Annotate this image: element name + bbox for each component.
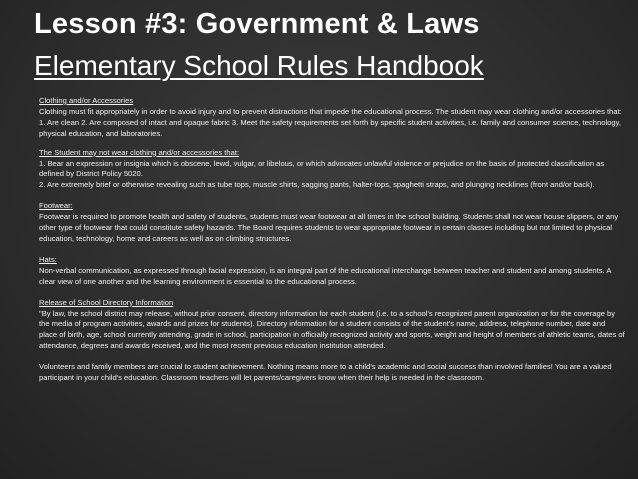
footwear-heading: Footwear: xyxy=(39,201,73,211)
not-wear-paragraph-1: 1. Bear an expression or insignia which is obscene, lewd, vulgar, or libelous, or which advocates unlawful violence or prejudice on the basis of protected classification as defined by District Policy 5020. xyxy=(39,158,605,179)
directory-heading: Release of School Directory Information xyxy=(39,297,174,307)
not-wear-heading: The Student may not wear clothing and/or accessories that: xyxy=(39,147,240,157)
slide-title: Lesson #3: Government & Laws xyxy=(34,8,480,40)
clothing-heading: Clothing and/or Accessories xyxy=(39,96,134,105)
directory-paragraph: "By law, the school district may release, without prior consent, directory information for each student (i.e. to a school's recognized parent organization or for the coverage by the media of program activities, awards and prizes for students). Directory information for a student consists of the student's name, address, telephone number, date and place of birth, age, school currently attending, grade in school, participation in officially recognized activity and sports, weight and height of members of athletic teams, dates of attendance, degrees and awards received, and the most recent previous education institution attended. xyxy=(39,308,625,351)
footwear-paragraph: Footwear is required to promote health and safety of students, students must wear footwear at all times in the school building. Students shall not wear house slippers, or any other type of footwear that could constitute safety hazards. The Board requires students to wear appropriate footwear in certain classes including but not limited to physical education, technology, home and careers as well as on climbing structures. xyxy=(39,212,619,243)
hats-paragraph: Non-verbal communication, as expressed through facial expression, is an integral part of the educational interchange between teacher and student and among students. A clear view of one another and the learning environment is essential to the educational process. xyxy=(39,265,611,286)
not-wear-paragraph-2: 2. Are extremely brief or otherwise revealing such as tube tops, muscle shirts, sagging pants, halter-tops, spaghetti straps, and plunging necklines (front and/or back). xyxy=(39,180,595,190)
clothing-paragraph-2: 1. Are clean 2. Are composed of intact and opaque fabric 3. Meet the safety requirements set forth by specific student activities, i.e. family and consumer science, technology, physical education, and laboratories. xyxy=(39,117,621,138)
hats-heading: Hats: xyxy=(39,254,57,264)
clothing-paragraph-1: Clothing must fit appropriately in order to avoid injury and to prevent distractions that impede the educational process. The student may wear clothing and/or accessories that: xyxy=(39,106,622,116)
slide-subtitle: Elementary School Rules Handbook xyxy=(34,50,484,81)
slide-content xyxy=(39,96,625,384)
volunteers-paragraph: Volunteers and family members are crucial to student achievement. Nothing means more to a child's academic and social success than involved families! You are a valued participant in your child's education. Classroom teachers will let parents/caregivers know when their help is needed in the classroom. xyxy=(39,362,612,383)
